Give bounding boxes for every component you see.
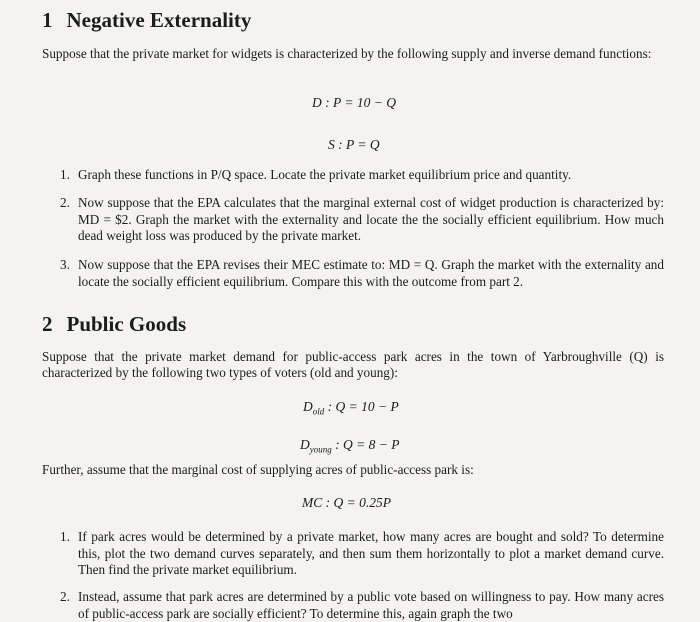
s2-item-2-text: Instead, assume that park acres are determined by a public vote based on willingness to pay. How many acres of public-access park are socially efficient? To determine this, again graph the two xyxy=(78,589,664,621)
s1-item-2-text: Now suppose that the EPA calculates that the marginal external cost of widget production is characterized by: MD = $2. Graph the market with the externality and locate the the socially efficient equilibrium. How much dead weight loss was produced by the private market. xyxy=(78,195,664,243)
eq-young-rest: : Q = 8 − P xyxy=(331,437,400,452)
eq-young-label: D xyxy=(300,437,310,452)
s1-item-1-text: Graph these functions in P/Q space. Locate the private market equilibrium price and quantity. xyxy=(78,167,572,182)
equation-marginal-cost: MC : Q = 0.25P xyxy=(302,495,391,510)
s1-item-3 xyxy=(60,257,664,290)
section-1-number: 1 xyxy=(42,8,53,32)
eq-old-rest: : Q = 10 − P xyxy=(324,399,399,414)
section-2-intro: Suppose that the private market demand for public-access park acres in the town of Yarbroughville (Q) is characterized by the following two types of voters (old and young): xyxy=(42,349,664,380)
s1-item-1 xyxy=(60,167,664,184)
section-2-title: Public Goods xyxy=(66,312,187,336)
equation-demand-young xyxy=(300,437,399,455)
equation-demand-old xyxy=(303,399,399,417)
s2-item-1-text: If park acres would be determined by a private market, how many acres are bought and sold? To determine this, plot the two demand curves separately, and then sum them horizontally to plot a market demand curve. Then find the private market equilibrium. xyxy=(78,529,664,577)
s2-item-1 xyxy=(60,529,664,579)
s2-item-1-number: 1. xyxy=(60,529,70,544)
s1-item-3-text: Now suppose that the EPA revises their MEC estimate to: MD = Q. Graph the market with the externality and locate the socially efficient equilibrium. Compare this with the outcome from part 2. xyxy=(78,257,664,289)
equation-supply: S : P = Q xyxy=(328,137,380,152)
mc-intro: Further, assume that the marginal cost of supplying acres of public-access park is: xyxy=(42,462,474,477)
section-1-heading xyxy=(42,8,251,33)
section-1-title: Negative Externality xyxy=(66,8,252,32)
equation-demand: D : P = 10 − Q xyxy=(312,95,396,110)
s1-item-2-number: 2. xyxy=(60,195,70,210)
section-2-number: 2 xyxy=(42,312,53,336)
s2-item-2-number: 2. xyxy=(60,589,70,604)
s2-item-2 xyxy=(60,589,664,622)
section-2-heading xyxy=(42,312,186,337)
eq-old-subscript: old xyxy=(312,406,325,417)
eq-young-subscript: young xyxy=(309,444,332,455)
section-1-intro: Suppose that the private market for widgets is characterized by the following supply and inverse demand functions: xyxy=(42,46,652,61)
s1-item-3-number: 3. xyxy=(60,257,70,272)
s1-item-1-number: 1. xyxy=(60,167,70,182)
eq-old-label: D xyxy=(303,399,313,414)
s1-item-2 xyxy=(60,195,664,245)
